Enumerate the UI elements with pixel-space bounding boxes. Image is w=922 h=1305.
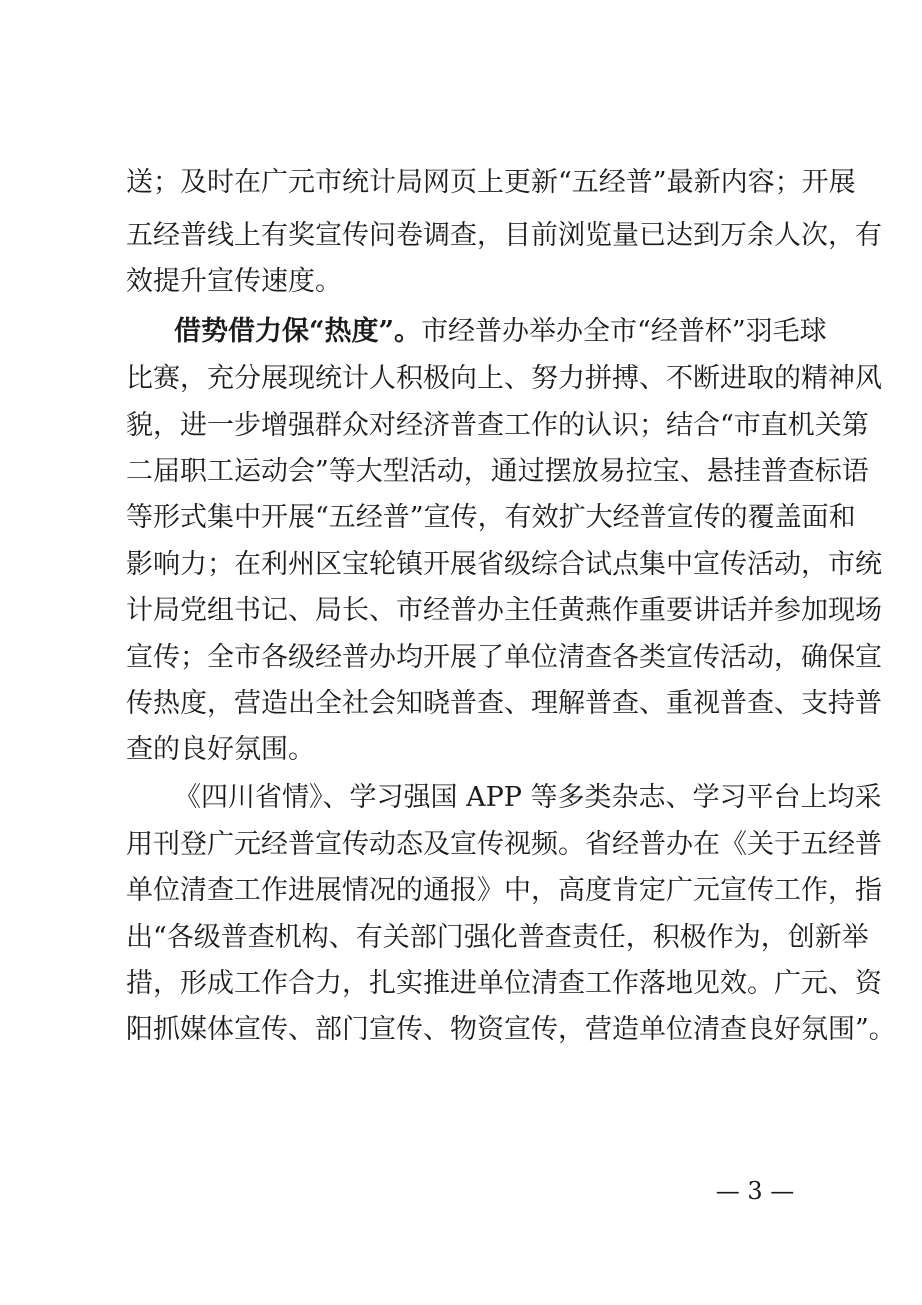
paragraph-3-line-1: 《四川省情》、学习强国 APP 等多类杂志、学习平台上均采: [174, 782, 882, 813]
paragraph-2-line-10: 查的良好氛围。: [126, 734, 315, 765]
paragraph-2-line-1: [174, 312, 827, 352]
paragraph-1-line-2: 五经普线上有奖宣传问卷调查，目前浏览量已达到万余人次，有: [126, 220, 882, 251]
paragraph-2-line-6: 影响力；在利州区宝轮镇开展省级综合试点集中宣传活动，市统: [126, 549, 882, 580]
paragraph-3-line-6: 阳抓媒体宣传、部门宣传、物资宣传，营造单位清查良好氛围”。: [126, 1014, 896, 1045]
paragraph-3-line-5: 措，形成工作合力，扎实推进单位清查工作落地见效。广元、资: [126, 968, 882, 999]
paragraph-3-line-2: 用刊登广元经普宣传动态及宣传视频。省经普办在《关于五经普: [126, 829, 882, 860]
page-number: — 3 —: [715, 1177, 795, 1205]
paragraph-2-line-2: 比赛，充分展现统计人积极向上、努力拼搏、不断进取的精神风: [126, 363, 882, 394]
paragraph-2-line-8: 宣传；全市各级经普办均开展了单位清查各类宣传活动，确保宣: [126, 642, 882, 673]
paragraph-2-line-9: 传热度，营造出全社会知晓普查、理解普查、重视普查、支持普: [126, 688, 882, 719]
paragraph-2-lead-heading: 借势借力保“热度”。: [174, 316, 422, 347]
paragraph-3-line-4: 出“各级普查机构、有关部门强化普查责任，积极作为，创新举: [126, 922, 869, 953]
paragraph-3-line-3: 单位清查工作进展情况的通报》中，高度肯定广元宣传工作，指: [126, 875, 882, 906]
paragraph-1-line-3: 效提升宣传速度。: [126, 266, 342, 297]
paragraph-2-line-3: 貌，进一步增强群众对经济普查工作的认识；结合“市直机关第: [126, 410, 869, 441]
paragraph-2-line-5: 等形式集中开展“五经普”宣传，有效扩大经普宣传的覆盖面和: [126, 502, 856, 533]
paragraph-2-line-7: 计局党组书记、局长、市经普办主任黄燕作重要讲话并参加现场: [126, 595, 882, 626]
paragraph-2-line-4: 二届职工运动会”等大型活动，通过摆放易拉宝、悬挂普查标语: [126, 456, 869, 487]
paragraph-1-line-1: 送；及时在广元市统计局网页上更新“五经普”最新内容；开展: [126, 167, 856, 198]
paragraph-2-line-1-text: 市经普办举办全市“经普杯”羽毛球: [421, 316, 827, 347]
